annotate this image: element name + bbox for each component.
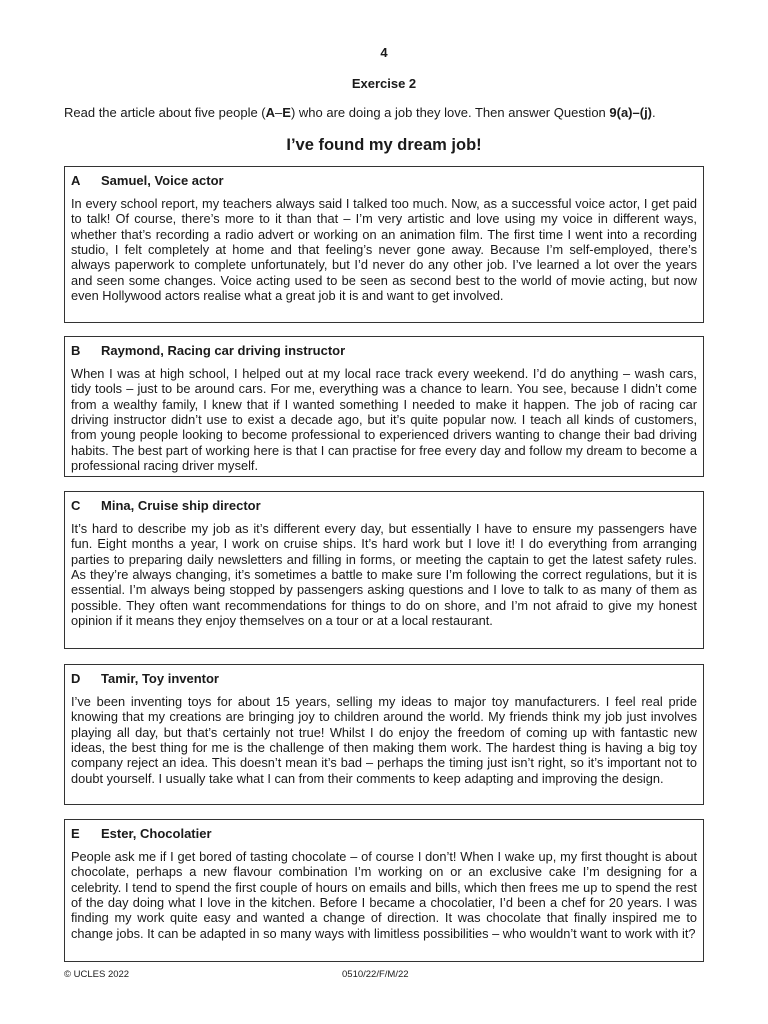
section-letter: B bbox=[71, 343, 81, 358]
article-title: I’ve found my dream job! bbox=[286, 136, 482, 154]
section-a-text: In every school report, my teachers always said I talked too much. Now, as a successful voice actor, I get paid to talk! Of course, there’s more to it than that – I’m very artistic and love using my voice in different ways, whether that’s recording a radio advert or working on an animation film. The first time I went into a recording studio, I felt completely at home and that feeling’s never gone away. Because I’m self-employed, there’s always paperwork to complete unfortunately, but I’d never do any other job. I’ve learned a lot over the years and seen some changes. Voice acting used to be seen as second best to the world of movie acting, but now even Hollywood actors realise what a great job it is and want to get involved. bbox=[71, 196, 697, 304]
section-e-header bbox=[71, 823, 697, 845]
section-e-box bbox=[64, 819, 704, 962]
section-letter: E bbox=[71, 826, 80, 841]
instructions-question: 9(a)–(j) bbox=[609, 105, 653, 120]
section-c-box bbox=[64, 491, 704, 649]
section-b-header bbox=[71, 340, 697, 362]
section-person: Raymond, Racing car driving instructor bbox=[101, 343, 346, 358]
section-a-header bbox=[71, 170, 697, 192]
exercise-title: Exercise 2 bbox=[351, 76, 417, 91]
section-c-header bbox=[71, 495, 697, 517]
instructions-letter-e: E bbox=[282, 105, 291, 120]
section-c-text: It’s hard to describe my job as it’s different every day, but essentially I have to ensure my passengers have fun. Eight months a year, I work on cruise ships. It’s hard work but I love it! I do everything from arranging parties to preparing daily newsletters and filling in forms, or meeting the captain to get the latest safety rules. As they’re always changing, it’s sometimes a battle to make sure I’m following the correct regulations, but it is essential. I’m always being stopped by passengers asking questions and I love to talk to as many of them as possible. They often want recommendations for things to do on shore, and I’m not afraid to give my honest opinion if it means they enjoy themselves on a tour or at a local restaurant. bbox=[71, 521, 697, 629]
section-d-header bbox=[71, 668, 697, 690]
section-b-text: When I was at high school, I helped out at my local race track every weekend. I’d do anything – wash cars, tidy tools – just to be around cars. For me, everything was a chance to learn. You see, because I didn’t come from a wealthy family, I knew that if I wanted something I needed to make it happen. The job of racing car driving instructor didn’t use to exist a decade ago, but it’s quite popular now. I teach all kinds of customers, from young people looking to become professional to experienced drivers wanting to change their bad driving habits. The best part of working here is that I can practise for free every day and follow my dream to become a professional racing driver myself. bbox=[71, 366, 697, 474]
section-person: Samuel, Voice actor bbox=[101, 173, 224, 188]
footer-copyright: © UCLES 2022 bbox=[64, 969, 130, 980]
section-person: Mina, Cruise ship director bbox=[101, 498, 261, 513]
section-letter: D bbox=[71, 671, 81, 686]
instructions-dash: – bbox=[275, 105, 283, 120]
section-e-text: People ask me if I get bored of tasting chocolate – of course I don’t! When I wake up, my first thought is about chocolate, perhaps a new flavour combination I’m working on or an exclusive cake I’m designing for a celebrity. I tend to spend the first couple of hours on emails and bills, which then frees me up to spend the rest of the day doing what I love in the kitchen. Before I became a chocolatier, I’d been a chef for 20 years. I was finding my work quite easy and wanted a change of direction. It was chocolate that finally inspired me to change jobs. It can be adapted in so many ways with limitless possibilities – who wouldn’t want to work with it? bbox=[71, 849, 697, 941]
section-letter: A bbox=[71, 173, 81, 188]
footer-code: 0510/22/F/M/22 bbox=[342, 969, 409, 980]
section-person: Tamir, Toy inventor bbox=[101, 671, 219, 686]
section-a-box bbox=[64, 166, 704, 323]
section-letter: C bbox=[71, 498, 81, 513]
instructions-pre: Read the article about five people ( bbox=[64, 105, 266, 120]
instructions bbox=[64, 105, 724, 121]
instructions-post: . bbox=[652, 105, 656, 120]
instructions-mid: ) who are doing a job they love. Then answer Question bbox=[290, 105, 610, 120]
section-person: Ester, Chocolatier bbox=[101, 826, 212, 841]
instructions-letter-a: A bbox=[265, 105, 276, 120]
page-number: 4 bbox=[380, 45, 388, 60]
section-d-box bbox=[64, 664, 704, 805]
section-d-text: I’ve been inventing toys for about 15 years, selling my ideas to major toy manufacturers. I feel real pride knowing that my creations are bringing joy to children around the world. My friends think my job just involves playing all day, but that’s certainly not true! Whilst I do enjoy the freedom of coming up with fantastic new ideas, the best thing for me is the challenge of then making them work. The hardest thing is having a big toy company reject an idea. This doesn’t mean it’s bad – perhaps the timing just isn’t right, so it’s important not to doubt yourself. I usually take what I can from their comments to keep adapting and improving the design. bbox=[71, 694, 697, 786]
section-b-box bbox=[64, 336, 704, 477]
